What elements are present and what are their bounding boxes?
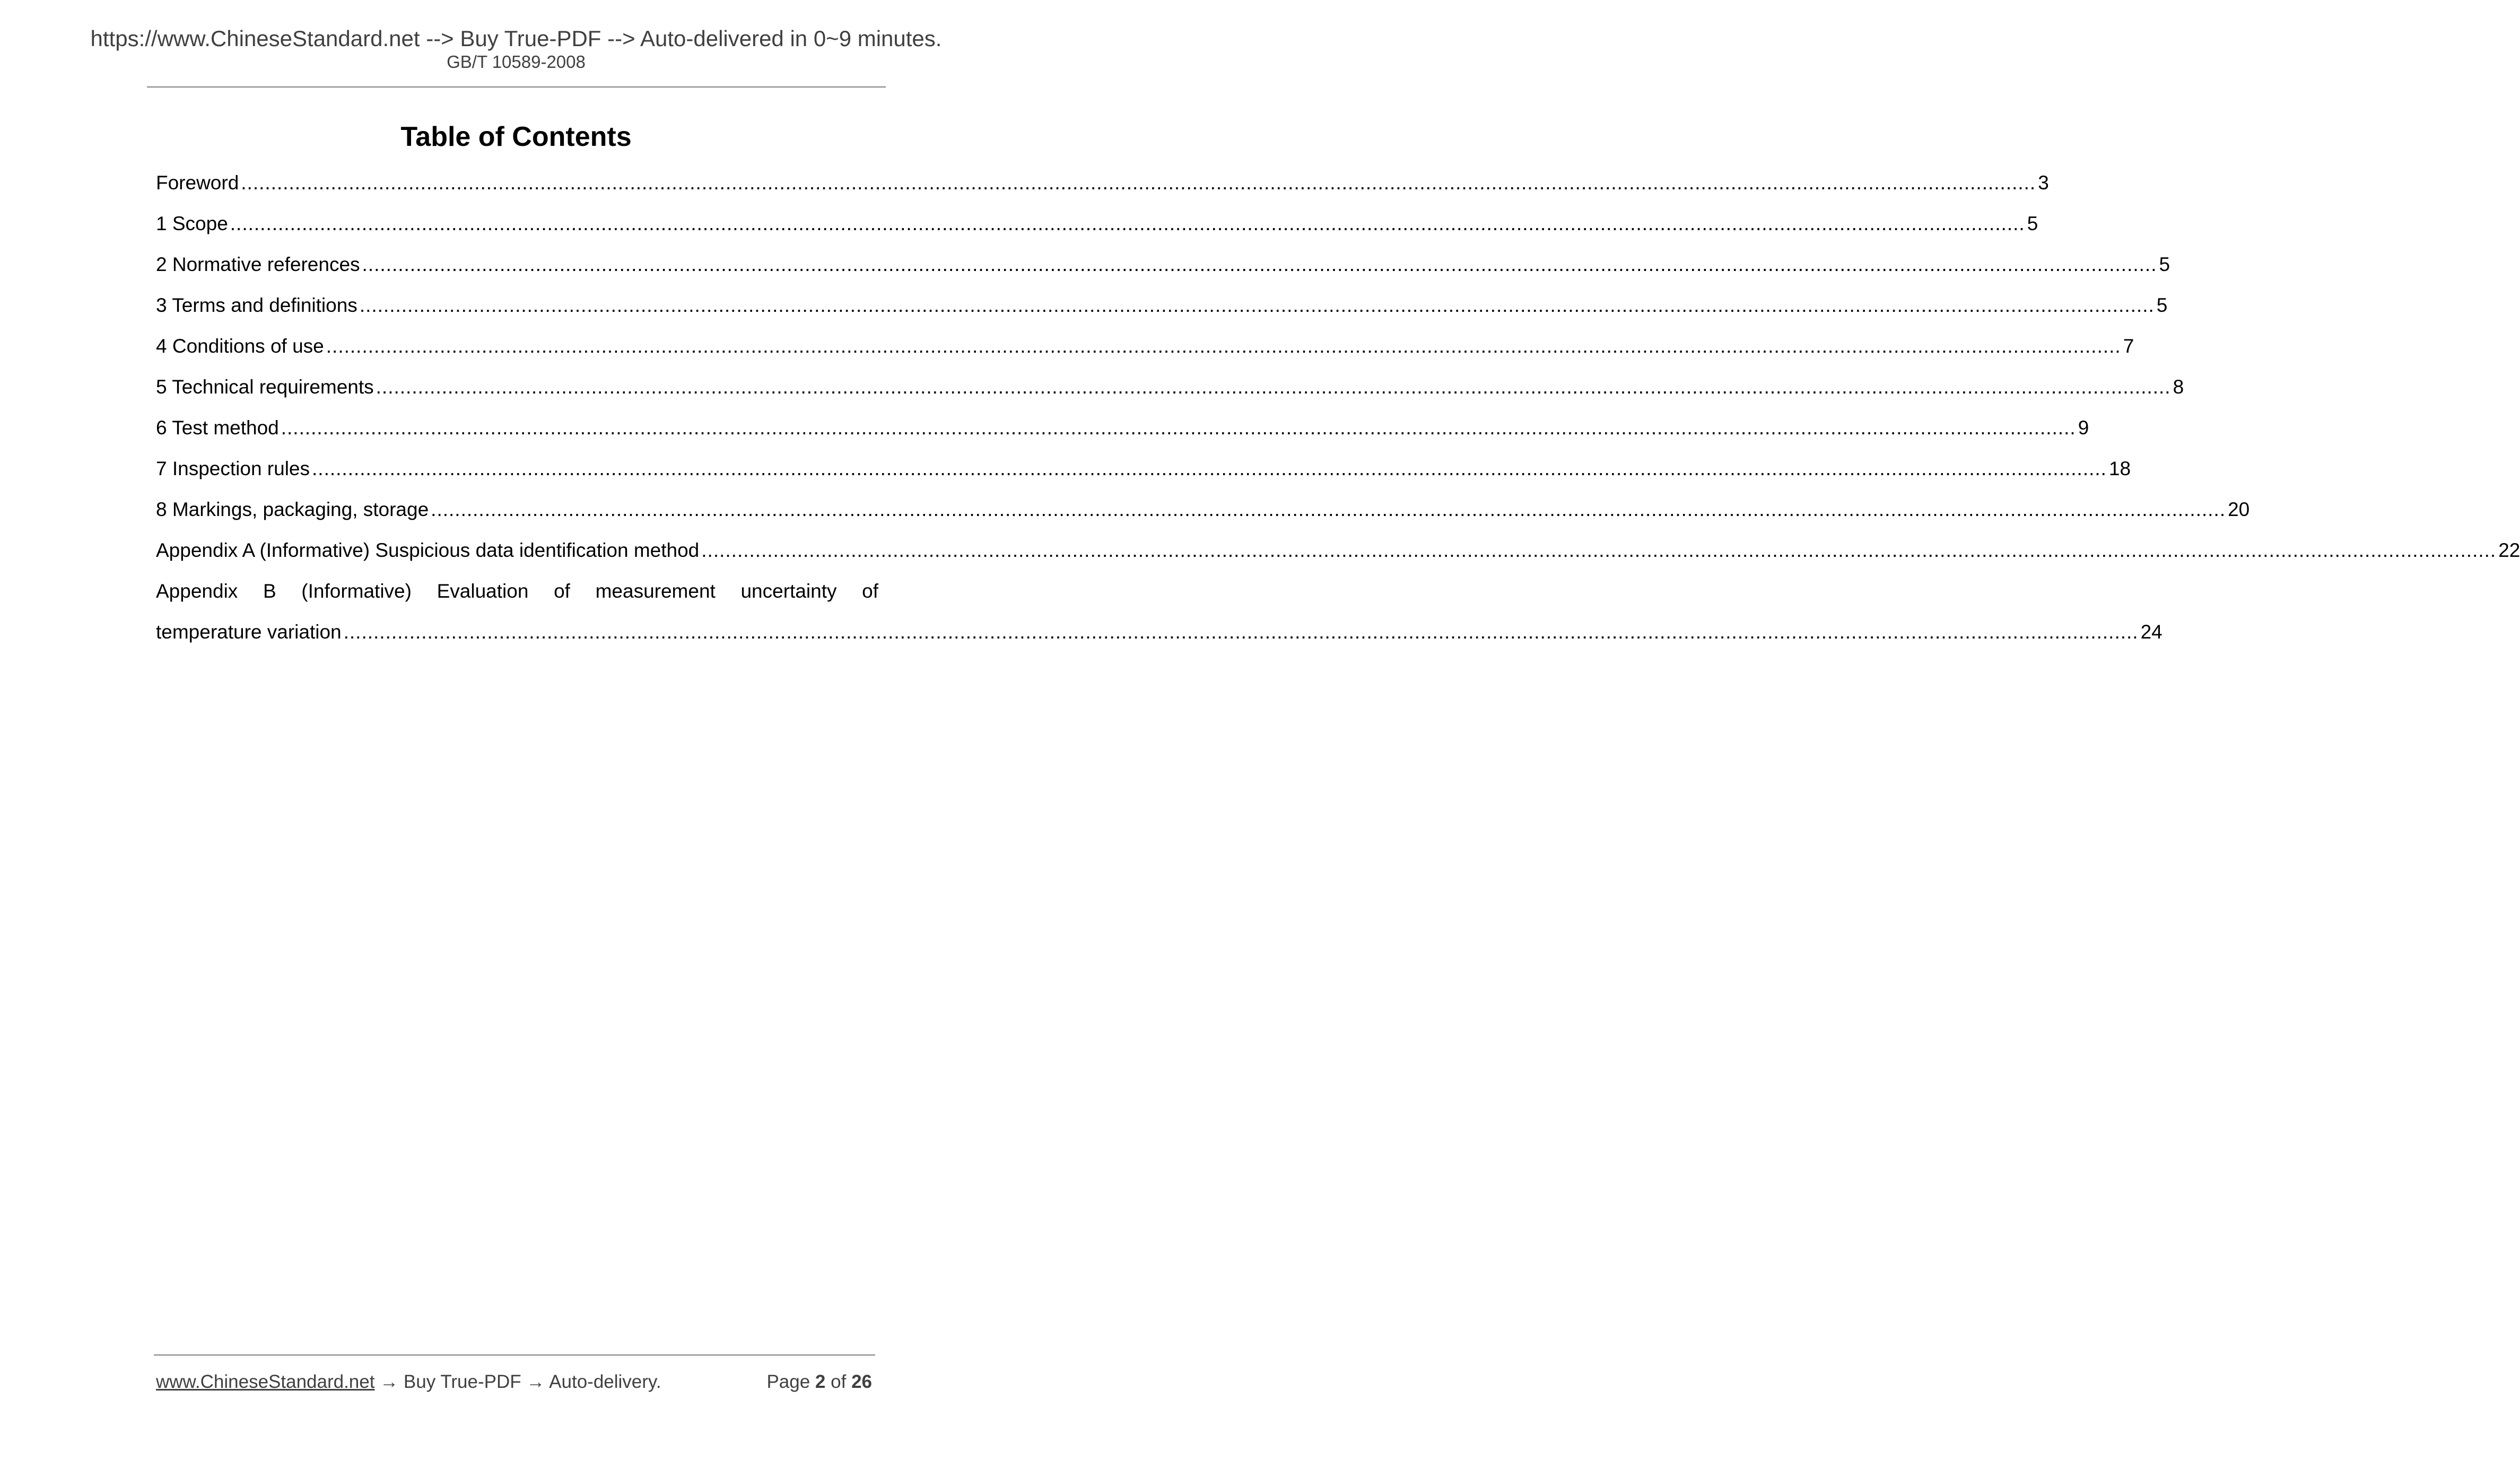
toc-dot-leader: ............................................................................................................................................................................................................................................................................................................ [431, 499, 2226, 520]
toc-entry-appendix-b-line2[interactable] [156, 620, 2163, 661]
toc-entry-page: 8 [2173, 376, 2184, 398]
toc-entry-page: 20 [2228, 499, 2250, 520]
toc-entry-inspection-rules[interactable] [156, 457, 2131, 497]
toc-entry-appendix-a[interactable] [156, 538, 2520, 579]
toc-dot-leader: ............................................................................................................................................................................................................................................................................................................ [362, 253, 2157, 275]
footer-divider [154, 1354, 875, 1356]
toc-dot-leader: ............................................................................................................................................................................................................................................................................................................ [312, 458, 2107, 479]
toc-entry-page: 22 [2498, 539, 2520, 561]
toc-entry-label: 5 Technical requirements [156, 376, 374, 398]
toc-entry-page: 18 [2108, 458, 2131, 479]
total-pages: 26 [851, 1371, 872, 1392]
footer-delivery-text: → Buy True-PDF → Auto-delivery. [374, 1371, 661, 1392]
page-word: Page [766, 1371, 810, 1392]
toc-entry-label: 7 Inspection rules [156, 458, 310, 479]
toc-entry-label: 2 Normative references [156, 253, 360, 275]
table-of-contents [156, 171, 2520, 661]
toc-dot-leader: ............................................................................................................................................................................................................................................................................................................ [701, 539, 2497, 561]
toc-entry-scope[interactable] [156, 212, 2038, 252]
toc-entry-label: 6 Test method [156, 417, 279, 439]
toc-entry-page: 3 [2038, 172, 2049, 194]
toc-entry-label: 3 Terms and definitions [156, 294, 357, 316]
toc-dot-leader: ............................................................................................................................................................................................................................................................................................................ [326, 335, 2121, 357]
toc-entry-page: 5 [2159, 253, 2170, 275]
toc-entry-label: 8 Markings, packaging, storage [156, 499, 429, 520]
toc-entry-markings-packaging-storage[interactable] [156, 497, 2250, 538]
toc-entry-label: Appendix A (Informative) Suspicious data identification method [156, 539, 700, 561]
toc-entry-label: 4 Conditions of use [156, 335, 324, 357]
toc-dot-leader: ............................................................................................................................................................................................................................................................................................................ [376, 376, 2171, 398]
toc-entry-foreword[interactable] [156, 171, 2049, 212]
toc-entry-terms-and-definitions[interactable] [156, 293, 2168, 334]
footer-website-link[interactable]: www.ChineseStandard.net [156, 1371, 375, 1392]
toc-entry-page: 7 [2123, 335, 2134, 357]
toc-dot-leader: ............................................................................................................................................................................................................................................................................................................ [241, 172, 2036, 194]
page-indicator [766, 1371, 872, 1393]
of-word: of [831, 1371, 847, 1392]
toc-dot-leader: ............................................................................................................................................................................................................................................................................................................ [359, 294, 2155, 316]
page-number: 2 [815, 1371, 826, 1392]
toc-entry-test-method[interactable] [156, 416, 2089, 457]
toc-entry-label: temperature variation [156, 621, 342, 643]
toc-title: Table of Contents [400, 121, 632, 152]
toc-entry-label: 1 Scope [156, 213, 228, 234]
toc-dot-leader: ............................................................................................................................................................................................................................................................................................................ [343, 621, 2139, 643]
toc-entry-page: 5 [2027, 213, 2038, 234]
page-footer [156, 1371, 872, 1393]
toc-entry-page: 5 [2156, 294, 2168, 316]
toc-entry-appendix-b-line1[interactable]: Appendix B (Informative) Evaluation of measurement uncertainty of [156, 580, 878, 602]
toc-entry-conditions-of-use[interactable] [156, 334, 2134, 375]
toc-dot-leader: ............................................................................................................................................................................................................................................................................................................ [230, 213, 2025, 234]
standard-code: GB/T 10589-2008 [447, 52, 586, 72]
toc-entry-normative-references[interactable] [156, 252, 2170, 293]
toc-entry-page: 24 [2140, 621, 2163, 643]
toc-entry-page: 9 [2078, 417, 2089, 439]
toc-entry-label: Foreword [156, 172, 239, 194]
toc-entry-technical-requirements[interactable] [156, 375, 2184, 416]
header-divider [147, 86, 886, 88]
banner-text: https://www.ChineseStandard.net --> Buy True-PDF --> Auto-delivered in 0~9 minutes. [90, 26, 942, 51]
toc-dot-leader: ............................................................................................................................................................................................................................................................................................................ [281, 417, 2076, 439]
